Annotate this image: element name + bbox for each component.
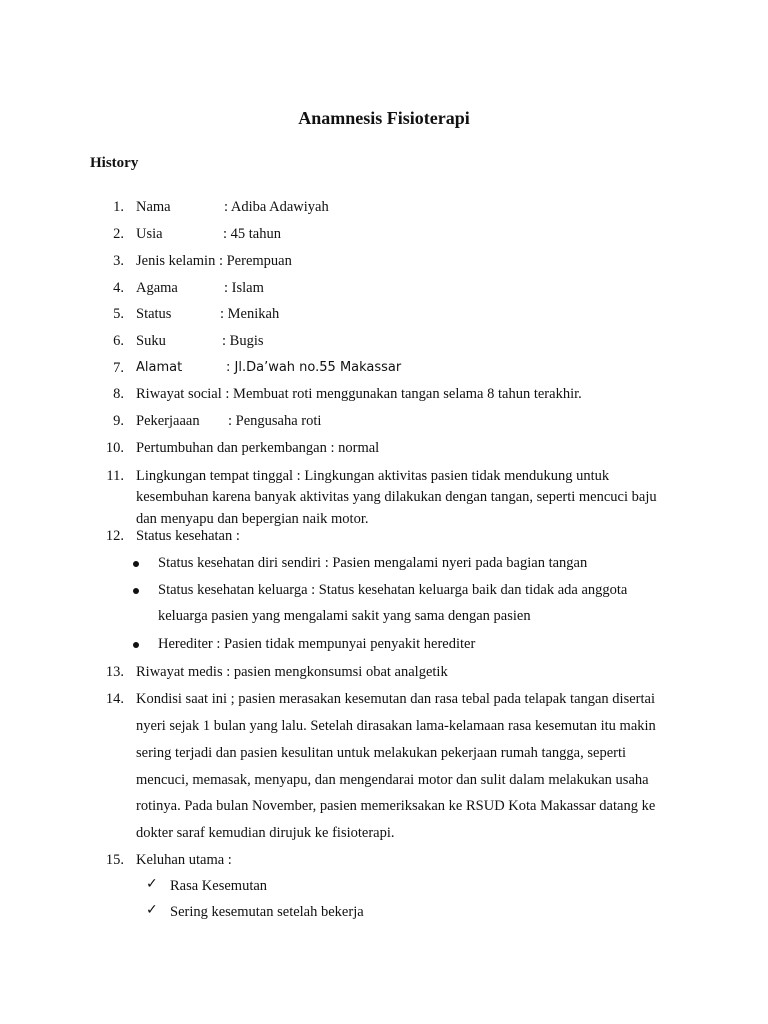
item-line: nyeri sejak 1 bulan yang lalu. Setelah dirasakan lama-kelamaan rasa kesemutan itu makin — [136, 718, 656, 734]
item-value: : Pengusaha roti — [228, 413, 322, 429]
item-number: 5. — [113, 306, 124, 322]
item-text: Riwayat medis : pasien mengkonsumsi obat analgetik — [136, 664, 448, 680]
item-number: 6. — [113, 333, 124, 349]
item-label: Suku — [136, 333, 166, 349]
item-number: 1. — [113, 199, 124, 215]
item-text: Keluhan utama : — [136, 852, 232, 868]
item-line: dokter saraf kemudian dirujuk ke fisioterapi. — [136, 825, 395, 841]
item-value: : Adiba Adawiyah — [224, 199, 329, 215]
list-item: Status kesehatan diri sendiri : Pasien mengalami nyeri pada bagian tangan — [158, 555, 588, 571]
item-value: : Islam — [224, 280, 264, 296]
item-line: kesembuhan karena banyak aktivitas yang dilakukan dengan tangan, seperti mencuci baju — [136, 489, 657, 505]
item-text: Riwayat social : Membuat roti menggunakan tangan selama 8 tahun terakhir. — [136, 386, 582, 402]
bullet-icon — [133, 642, 139, 648]
item-number: 7. — [113, 360, 124, 376]
section-heading: History — [90, 155, 139, 171]
item-value: : Bugis — [222, 333, 264, 349]
item-line: dan menyapu dan bepergian naik motor. — [136, 511, 369, 527]
item-label: Status — [136, 306, 172, 322]
item-label: Jenis kelamin — [136, 253, 216, 269]
item-number: 10. — [105, 440, 124, 456]
item-line: mencuci, memasak, menyapu, dan mengendarai motor dan sulit dalam melakukan usaha — [136, 772, 649, 788]
list-item: keluarga pasien yang mengalami sakit yang sama dengan pasien — [158, 608, 531, 624]
checkmark-icon: ✓ — [146, 902, 158, 918]
item-number: 11. — [106, 468, 124, 484]
list-item: Rasa Kesemutan — [170, 878, 268, 894]
item-value: : 45 tahun — [223, 226, 281, 242]
item-number: 8. — [113, 386, 124, 402]
item-line: Kondisi saat ini ; pasien merasakan kesemutan dan rasa tebal pada telapak tangan disertai — [136, 691, 655, 707]
item-label: Nama — [136, 199, 171, 215]
item-value: : Perempuan — [218, 253, 292, 269]
checkmark-icon: ✓ — [146, 876, 158, 892]
item-number: 9. — [113, 413, 124, 429]
item-line: sering terjadi dan pasien kesulitan untuk melakukan pekerjaan rumah tangga, seperti — [136, 745, 627, 761]
list-item: Herediter : Pasien tidak mempunyai penyakit herediter — [158, 636, 476, 652]
document-title: Anamnesis Fisioterapi — [298, 108, 470, 128]
list-item: Sering kesemutan setelah bekerja — [170, 904, 364, 920]
item-label: Pekerjaaan — [136, 413, 200, 429]
item-value: : Menikah — [220, 306, 280, 322]
list-item: Status kesehatan keluarga : Status kesehatan keluarga baik dan tidak ada anggota — [158, 582, 628, 598]
item-number: 4. — [113, 280, 124, 296]
item-text: Pertumbuhan dan perkembangan : normal — [136, 440, 380, 456]
item-text: Status kesehatan : — [136, 528, 240, 544]
item-label: Usia — [136, 226, 163, 242]
item-number: 14. — [105, 691, 124, 707]
bullet-icon — [133, 561, 139, 567]
item-value: : Jl.Da’wah no.55 Makassar — [226, 360, 402, 375]
item-label: Alamat — [136, 360, 183, 375]
item-line: Lingkungan tempat tinggal : Lingkungan aktivitas pasien tidak mendukung untuk — [136, 468, 610, 484]
bullet-icon — [133, 588, 139, 594]
item-number: 15. — [105, 852, 124, 868]
item-number: 13. — [105, 664, 124, 680]
item-number: 3. — [113, 253, 124, 269]
item-label: Agama — [136, 280, 178, 296]
item-number: 2. — [113, 226, 124, 242]
item-number: 12. — [105, 528, 124, 544]
item-line: rotinya. Pada bulan November, pasien memeriksakan ke RSUD Kota Makassar datang ke — [136, 798, 656, 814]
